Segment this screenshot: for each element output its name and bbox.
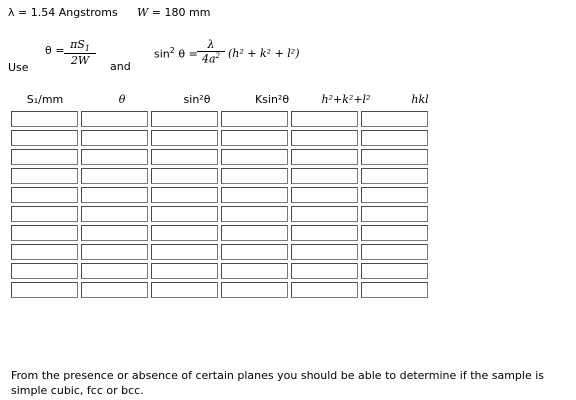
sin-lhs: $\sin^2 \theta$ = xyxy=(154,46,198,61)
hkl-input[interactable] xyxy=(361,168,428,184)
input-grid xyxy=(11,111,428,301)
ksin2theta-input[interactable] xyxy=(221,111,288,127)
theta-lhs: θ = xyxy=(45,44,65,57)
w-symbol: W xyxy=(137,6,149,19)
sin2theta-input[interactable] xyxy=(151,225,218,241)
ksin2theta-input[interactable] xyxy=(221,149,288,165)
sin2theta-input[interactable] xyxy=(151,282,218,298)
sin2theta-input[interactable] xyxy=(151,149,218,165)
hkl-input[interactable] xyxy=(361,187,428,203)
theta-input[interactable] xyxy=(81,187,148,203)
hkl-sum-input[interactable] xyxy=(291,187,358,203)
hkl-sum-input[interactable] xyxy=(291,206,358,222)
width-label xyxy=(137,6,210,19)
sin2theta-input[interactable] xyxy=(151,244,218,260)
table-row xyxy=(11,282,428,298)
theta-input[interactable] xyxy=(81,244,148,260)
ksin2theta-input[interactable] xyxy=(221,206,288,222)
s1-input[interactable] xyxy=(11,206,78,222)
header-sin2theta: sin²θ xyxy=(183,93,211,106)
table-row xyxy=(11,187,428,203)
s1-input[interactable] xyxy=(11,244,78,260)
hkl-input[interactable] xyxy=(361,111,428,127)
header-hkl: hkl xyxy=(411,93,429,106)
theta-denominator: 2W xyxy=(70,54,90,68)
header-theta: θ xyxy=(118,93,126,106)
hkl-input[interactable] xyxy=(361,244,428,260)
s1-input[interactable] xyxy=(11,187,78,203)
table-row xyxy=(11,168,428,184)
hkl-sum-input[interactable] xyxy=(291,282,358,298)
sin2theta-input[interactable] xyxy=(151,187,218,203)
hkl-sum-input[interactable] xyxy=(291,244,358,260)
sin2theta-input[interactable] xyxy=(151,130,218,146)
s1-input[interactable] xyxy=(11,282,78,298)
ksin2theta-input[interactable] xyxy=(221,244,288,260)
sin2theta-input[interactable] xyxy=(151,206,218,222)
theta-input[interactable] xyxy=(81,149,148,165)
hkl-input[interactable] xyxy=(361,282,428,298)
table-row xyxy=(11,111,428,127)
and-label: and xyxy=(110,60,131,73)
theta-input[interactable] xyxy=(81,130,148,146)
table-row xyxy=(11,130,428,146)
sin2theta-input[interactable] xyxy=(151,111,218,127)
ksin2theta-input[interactable] xyxy=(221,130,288,146)
s1-input[interactable] xyxy=(11,168,78,184)
theta-input[interactable] xyxy=(81,111,148,127)
table-row xyxy=(11,225,428,241)
sin-denominator: $4a^2$ xyxy=(201,52,221,66)
s1-input[interactable] xyxy=(11,225,78,241)
s1-input[interactable] xyxy=(11,263,78,279)
table-row xyxy=(11,149,428,165)
hkl-sum-input[interactable] xyxy=(291,149,358,165)
sin2theta-input[interactable] xyxy=(151,263,218,279)
hkl-sum-input[interactable] xyxy=(291,168,358,184)
header-ksin2theta: Ksin²θ xyxy=(254,93,290,106)
hkl-sum-input[interactable] xyxy=(291,111,358,127)
hkl-input[interactable] xyxy=(361,130,428,146)
table-row xyxy=(11,244,428,260)
use-label: Use xyxy=(8,61,29,74)
s1-input[interactable] xyxy=(11,111,78,127)
hkl-sum-input[interactable] xyxy=(291,225,358,241)
table-row xyxy=(11,206,428,222)
theta-input[interactable] xyxy=(81,225,148,241)
header-s1: S₁/mm xyxy=(26,93,64,106)
header-hkl-sum: h²+k²+l² xyxy=(321,93,371,106)
ksin2theta-input[interactable] xyxy=(221,225,288,241)
hkl-input[interactable] xyxy=(361,225,428,241)
sin2theta-input[interactable] xyxy=(151,168,218,184)
hkl-sum-input[interactable] xyxy=(291,263,358,279)
theta-numerator: $\pi S_1$ xyxy=(64,38,96,54)
sin-theta: θ = xyxy=(178,47,198,61)
w-value: = 180 mm xyxy=(148,6,211,19)
sin-fraction xyxy=(197,38,225,66)
wavelength-label: λ = 1.54 Angstroms xyxy=(8,6,118,19)
theta-input[interactable] xyxy=(81,206,148,222)
theta-input[interactable] xyxy=(81,263,148,279)
sin-numerator: λ xyxy=(197,38,225,52)
s1-input[interactable] xyxy=(11,130,78,146)
theta-fraction xyxy=(64,38,96,67)
ksin2theta-input[interactable] xyxy=(221,282,288,298)
hkl-sum-input[interactable] xyxy=(291,130,358,146)
hkl-input[interactable] xyxy=(361,149,428,165)
footer-note: From the presence or absence of certain planes you should be able to determine if the sample is simple cubic, fcc or bcc. xyxy=(11,369,545,397)
ksin2theta-input[interactable] xyxy=(221,168,288,184)
theta-input[interactable] xyxy=(81,168,148,184)
s1-input[interactable] xyxy=(11,149,78,165)
ksin2theta-input[interactable] xyxy=(221,263,288,279)
table-row xyxy=(11,263,428,279)
theta-input[interactable] xyxy=(81,282,148,298)
hkl-input[interactable] xyxy=(361,263,428,279)
ksin2theta-input[interactable] xyxy=(221,187,288,203)
hkl-input[interactable] xyxy=(361,206,428,222)
sin-rhs: (h² + k² + l²) xyxy=(228,47,300,60)
